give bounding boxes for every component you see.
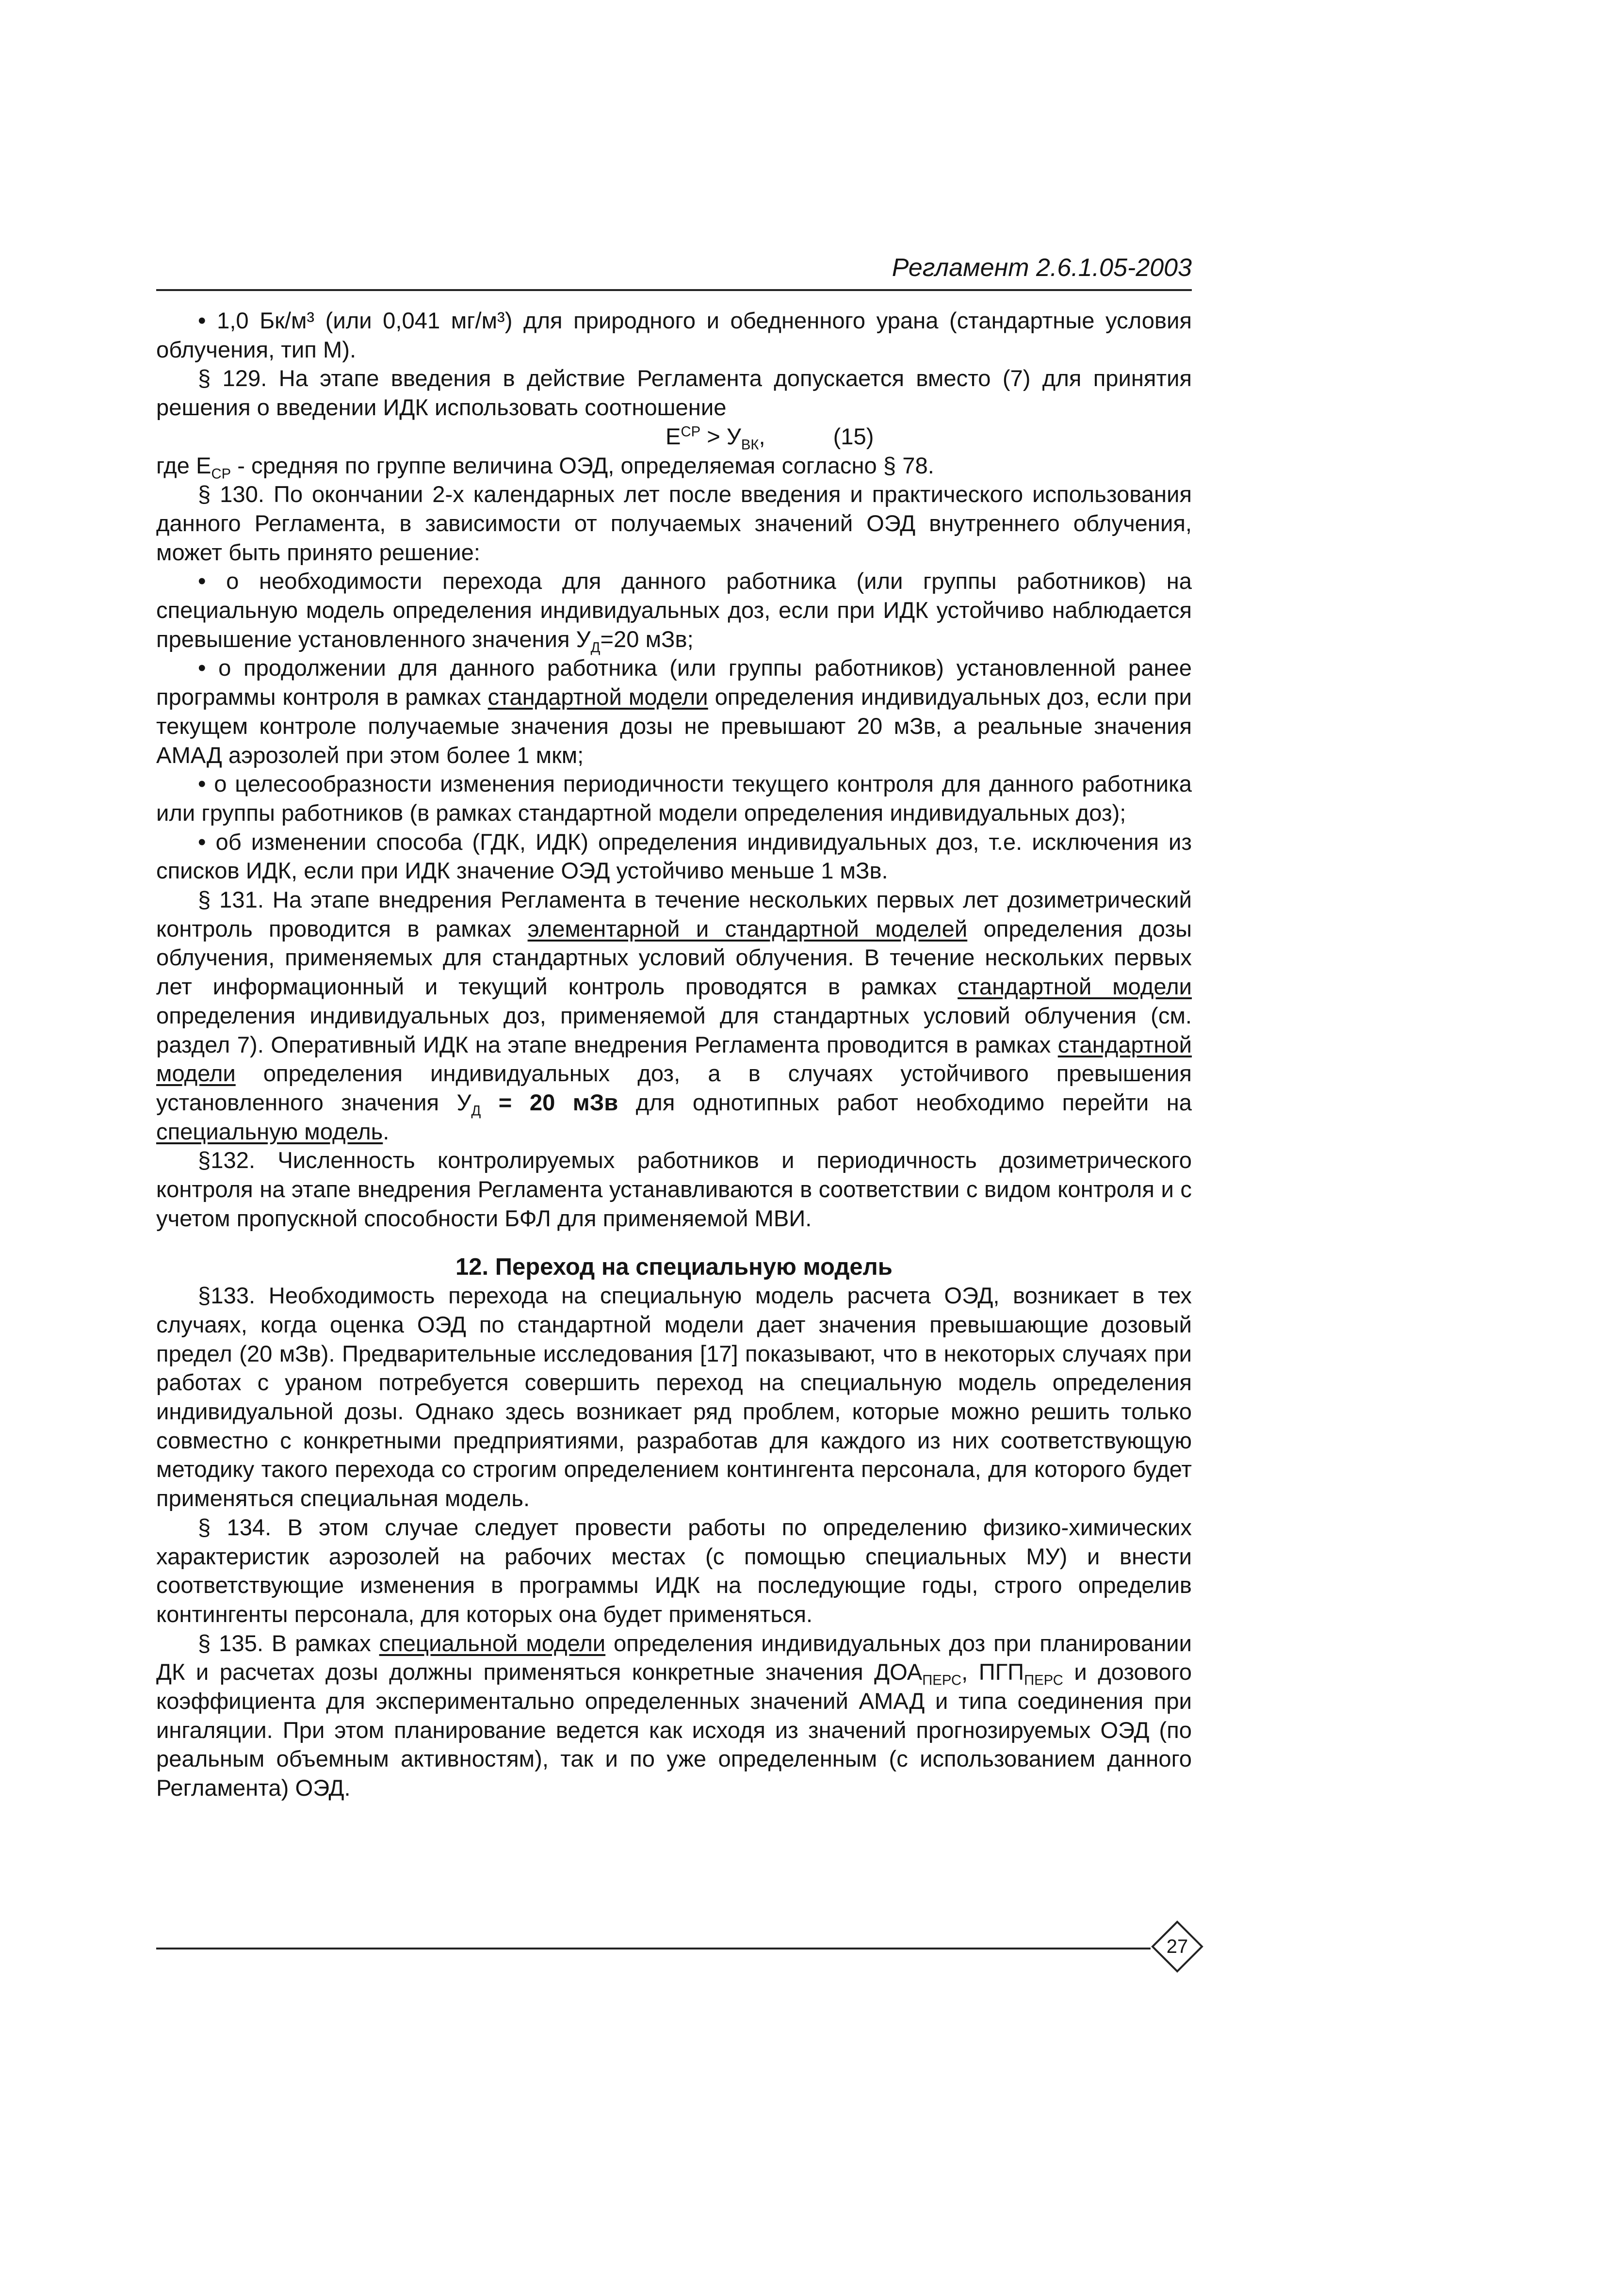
formula-mid: > У [700, 423, 741, 450]
p135-a: § 135. В рамках [198, 1630, 379, 1657]
p131-underline-3: стандартной модели [156, 1032, 1192, 1087]
p131-bold: = 20 мЗв [481, 1089, 618, 1116]
p131-underline-1: элементарной и стандартной моделей [527, 916, 968, 942]
page-number-badge [1151, 1920, 1204, 1973]
paragraph-bullet-uranium: • 1,0 Бк/м³ (или 0,041 мг/м³) для природного и обедненного урана (стандартные условия облучения, тип М). [156, 308, 1192, 363]
formula-lhs: Е [666, 423, 681, 450]
p135-c: , ПГП [961, 1659, 1024, 1686]
bullet-special-sub: Д [590, 640, 601, 656]
p131-c: определения индивидуальных доз, применяемой для стандартных условий облучения (см. раздел 7). Оперативный ИДК на этапе внедрения Регламента проводится в рамках [156, 1003, 1192, 1058]
bullet-cont-underline: стандартной модели [487, 684, 708, 711]
paragraph-bullet-continuation [156, 654, 1192, 770]
p131-f: . [383, 1119, 390, 1145]
paragraph-133: §133. Необходимость перехода на специальную модель расчета ОЭД, возникает в тех случаях, когда оценка ОЭД по стандартной модели дает значения превышающие дозовый предел (20 мЗв). Предварительные исследования [17] показывают, что в некоторых случаях при работах с ураном потребуется совершить переход на специальную модель определения индивидуальной дозы. Однако здесь возникает ряд проблем, которые можно решить только совместно с конкретными предприятиями, разработав для каждого из них соответствующую методику такого перехода со строгим определением контингента персонала, для которого будет применяться специальная модель. [156, 1283, 1192, 1512]
p135-d: и дозового коэффициента для экспериментально определенных значений АМАД и типа соединения при ингаляции. При этом планирование ведется как исходя из значений прогнозируемых ОЭД (по реальным объемным активностям), так и по уже определенным (с использованием данного Регламента) ОЭД. [156, 1659, 1192, 1802]
formula-comma: , [759, 423, 765, 450]
bullet-cont-b: определения индивидуальных доз, если при текущем контроле получаемые значения дозы не превышают 20 мЗв, а реальные значения АМАД аэрозолей при этом более 1 мкм; [156, 684, 1192, 768]
where-text-b: - средняя по группе величина ОЭД, определяемая согласно § 78. [231, 453, 934, 479]
paragraph-130: § 130. По окончании 2-х календарных лет после введения и практического использования данного Регламента, в зависимости от получаемых значений ОЭД внутреннего облучения, может быть принято решение: [156, 482, 1192, 566]
p135-b: определения индивидуальных доз при планировании ДК и расчетах дозы должны применяться конкретные значения ДОА [156, 1630, 1192, 1686]
paragraph-135 [156, 1629, 1192, 1803]
paragraph-131 [156, 886, 1192, 1146]
bullet-special-b: =20 мЗв; [600, 626, 694, 652]
p131-e: для однотипных работ необходимо перейти на [618, 1089, 1192, 1116]
paragraph-bullet-periodicity: • о целесообразности изменения периодичности текущего контроля для данного работника или группы работников (в рамках стандартной модели определения индивидуальных доз); [156, 771, 1192, 826]
footer-rule [156, 1948, 1151, 1949]
paragraph-bullet-method-change: • об изменении способа (ГДК, ИДК) определения индивидуальных доз, т.е. исключения из списков ИДК, если при ИДК значение ОЭД устойчиво меньше 1 мЗв. [156, 829, 1192, 884]
p131-underline-2: стандартной модели [958, 974, 1192, 1000]
p135-sub-1: ПЕРС [922, 1673, 962, 1689]
paragraph-134: § 134. В этом случае следует провести работы по определению физико-химических характеристик аэрозолей на рабочих местах (с помощью специальных МУ) и внести соответствующие изменения в программы ИДК на последующие годы, строго определив контингенты персонала, для которых она будет применяться. [156, 1514, 1192, 1627]
p131-sub: Д [471, 1103, 481, 1119]
paragraph-129: § 129. На этапе введения в действие Регламента допускается вместо (7) для принятия решения о введении ИДК использовать соотношение [156, 366, 1192, 421]
header-rule [156, 289, 1192, 291]
p131-d: определения индивидуальных доз, а в случаях устойчивого превышения установленного значения У [156, 1061, 1192, 1116]
p131-underline-4: специальную модель [156, 1119, 383, 1145]
p135-underline: специальной модели [379, 1630, 606, 1657]
formula-number: (15) [833, 423, 874, 450]
p135-sub-2: ПЕРС [1024, 1673, 1063, 1689]
p131-a: § 131. На этапе внедрения Регламента в течение нескольких первых лет дозиметрический контроль проводится в рамках [156, 887, 1192, 942]
p131-b: определения дозы облучения, применяемых для стандартных условий облучения. В течение нескольких первых лет информационный и текущий контроль проводятся в рамках [156, 916, 1192, 1000]
where-text-a: где Е [156, 453, 211, 479]
where-sub: СР [211, 466, 231, 482]
formula-15 [156, 422, 1192, 452]
formula-rhs-sub: ВК [741, 437, 759, 453]
section-title: 12. Переход на специальную модель [455, 1253, 893, 1280]
running-header: Регламент 2.6.1.05-2003 [892, 254, 1192, 282]
bullet-cont-a: • о продолжении для данного работника (или группы работников) установленной ранее программы контроля в рамках [156, 655, 1192, 711]
paragraph-132: §132. Численность контролируемых работников и периодичность дозиметрического контроля на этапе внедрения Регламента устанавливаются в соответствии с видом контроля и с учетом пропускной способности БФЛ для применяемой МВИ. [156, 1148, 1192, 1232]
paragraph-bullet-special-model [156, 567, 1192, 654]
bullet-special-a: • о необходимости перехода для данного работника (или группы работников) на специальную модель определения индивидуальных доз, если при ИДК устойчиво наблюдается превышение установленного значения У [156, 568, 1192, 652]
formula-lhs-sup: СР [681, 424, 701, 440]
page-number: 27 [1166, 1936, 1188, 1957]
paragraph-where-ecp [156, 452, 1192, 481]
document-body [156, 307, 1192, 1803]
